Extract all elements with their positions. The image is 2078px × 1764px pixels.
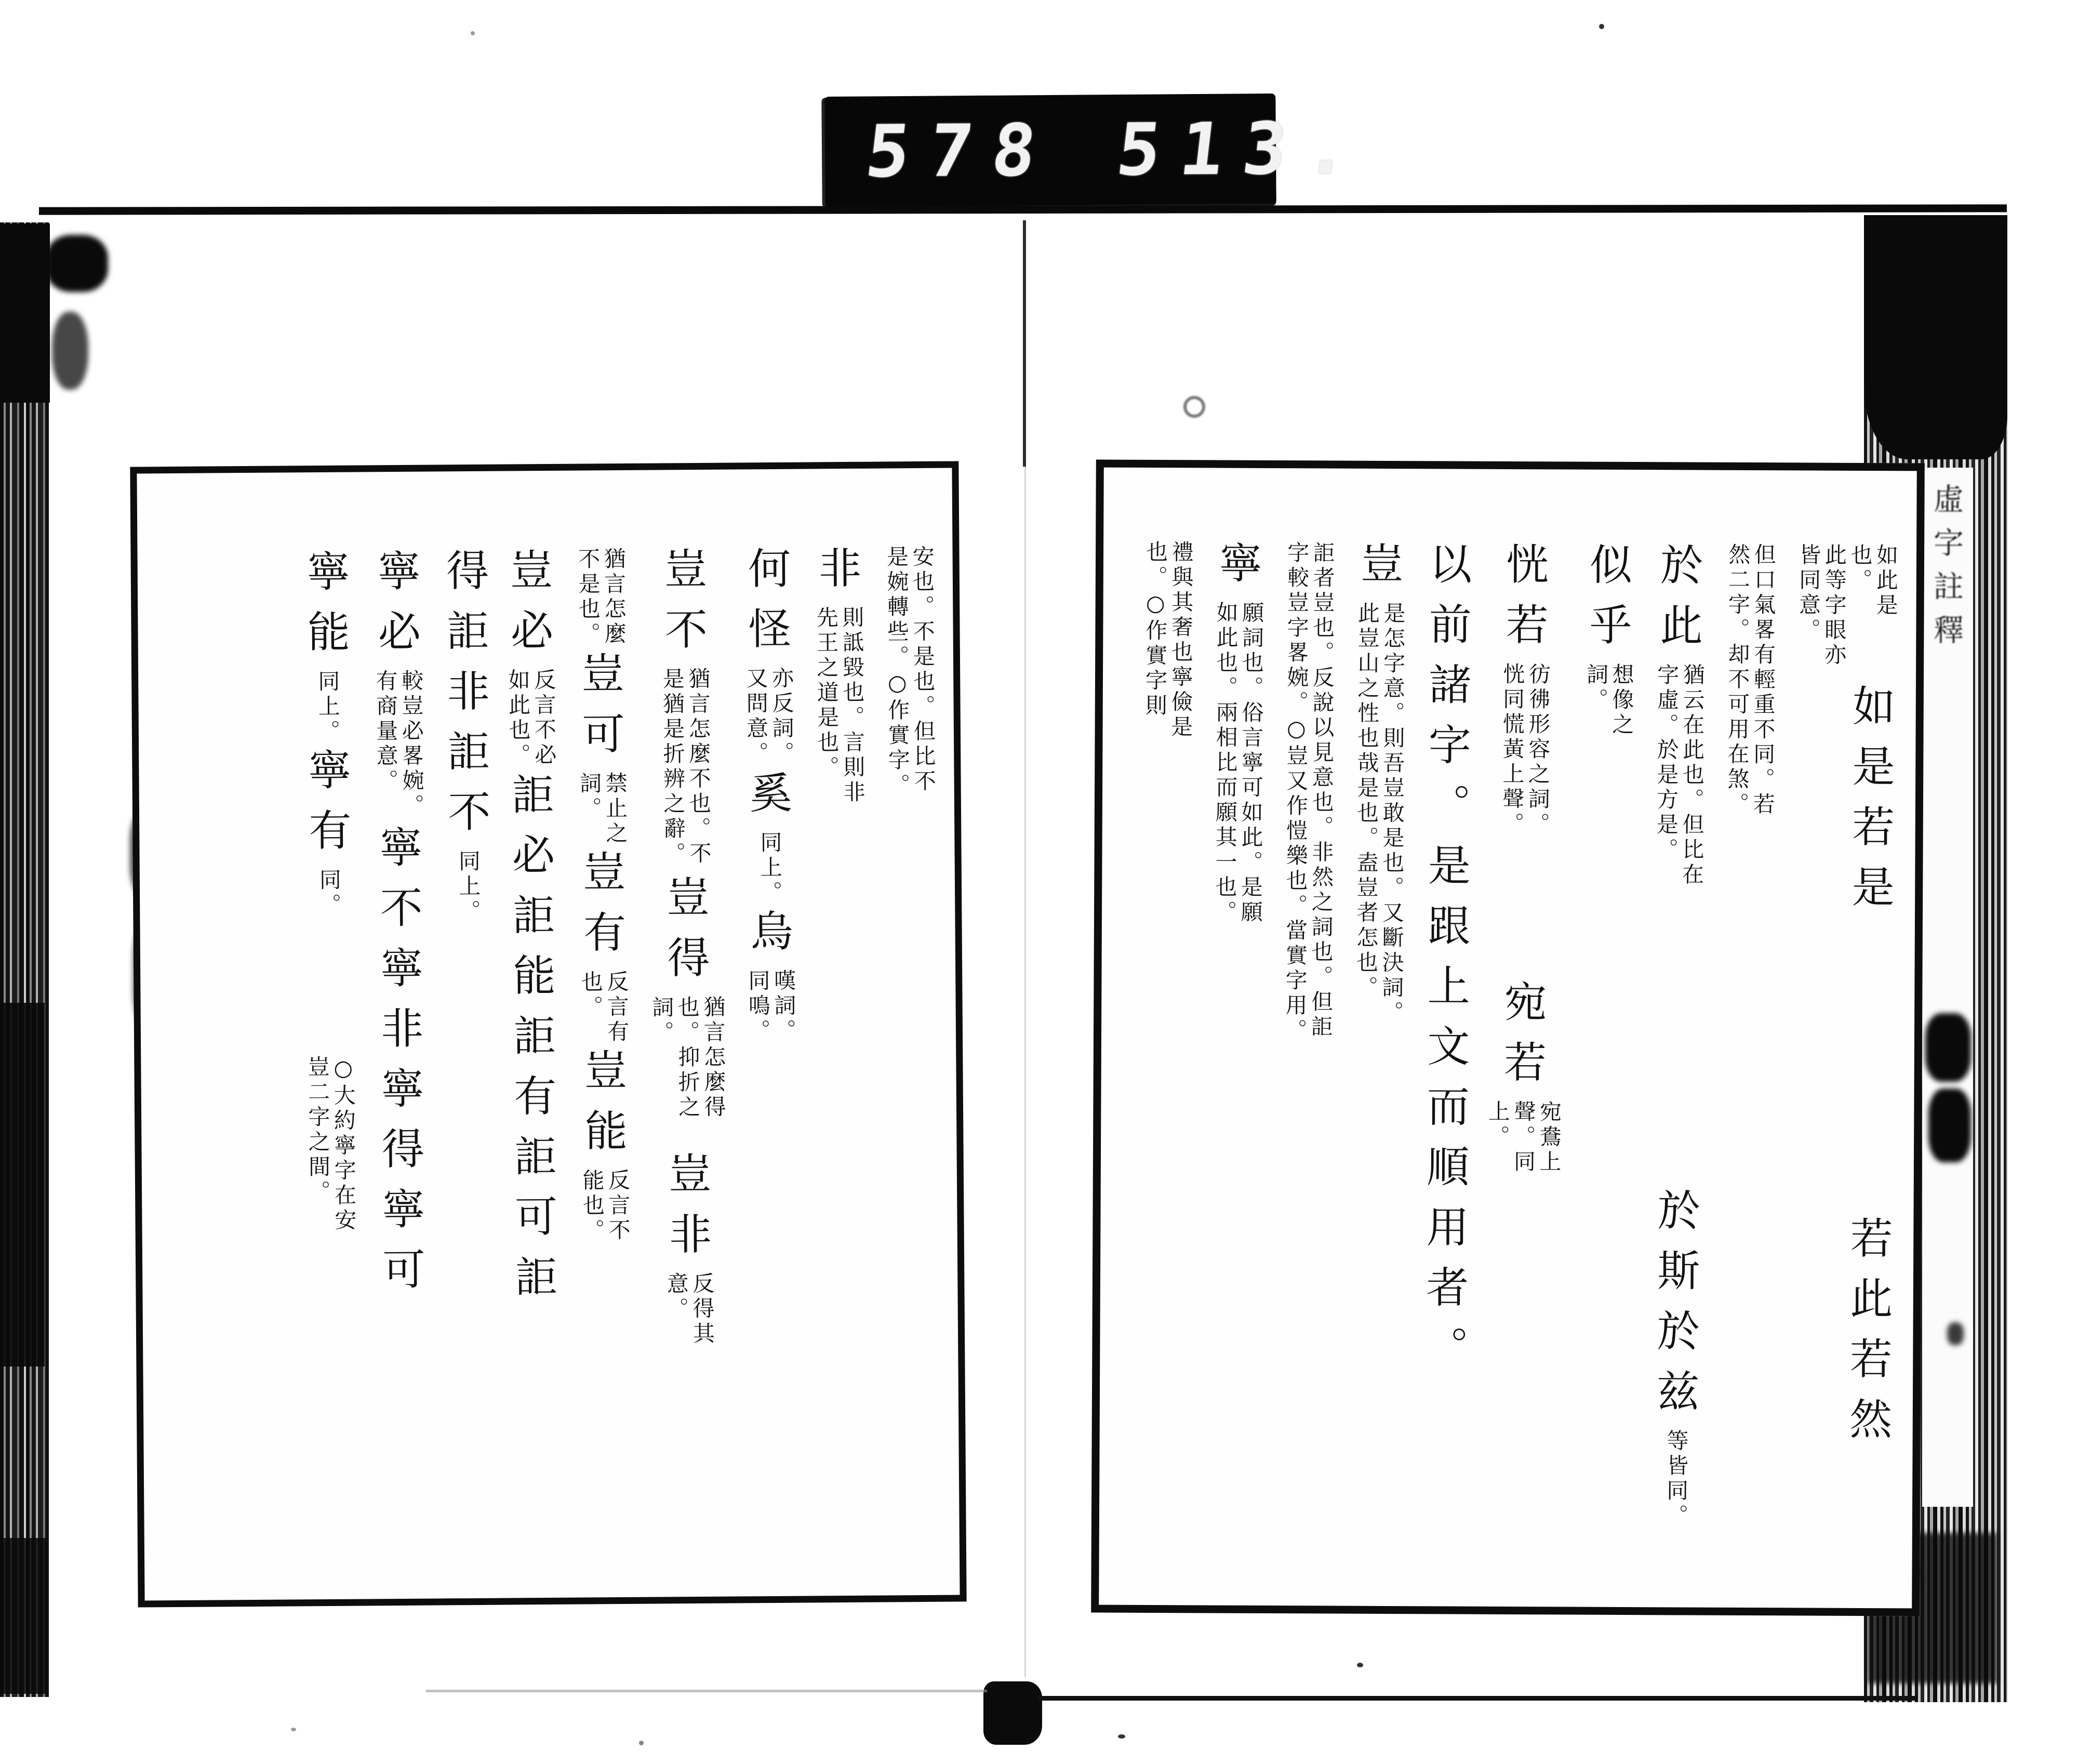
entry-head-word: 豈能 (577, 1047, 628, 1169)
entry-head-word: 若是 (1844, 804, 1895, 925)
entry-head-word: 恍若 (1498, 541, 1549, 663)
entry-head-word: 於兹 (1649, 1308, 1700, 1429)
entry-head-word: 寧可 (375, 1186, 425, 1308)
entry-annotation: 願詞也。俗言寧可如此。是願如此也。兩相比而願其一也。 (1212, 601, 1265, 925)
frame-counter-right: 513. (1112, 106, 1374, 192)
entry-head-word: 豈 (1353, 541, 1404, 602)
entry-annotation: 詎者豈也。反說以見意也。非然之詞也。但詎字較豈字畧婉。○豈又作愷樂也。當實字用。 (1282, 541, 1336, 1044)
entry-head-word: 豈必 (503, 547, 554, 669)
binding-ink-blob (983, 1681, 1042, 1745)
entry-annotation: 反言不必如此也。 (505, 668, 557, 768)
scan-speck (1118, 1734, 1125, 1739)
column-gap (327, 920, 328, 1055)
entry-annotation: 同上。 (455, 849, 482, 925)
text-column (1209, 541, 1265, 1577)
entry-head-word: 烏 (743, 908, 793, 970)
entry-head-word: 豈不 (657, 546, 708, 668)
entry-head-word: 何怪 (741, 546, 791, 667)
entry-head-word: 宛若 (1497, 979, 1547, 1100)
margin-smudge-glyph (1925, 1013, 1971, 1082)
text-column (1280, 541, 1336, 1577)
text-column (1721, 543, 1777, 1579)
scan-ring-mark (1183, 396, 1205, 418)
entry-head-word: 寧不 (372, 825, 423, 946)
entry-head-word: 寧非 (373, 945, 424, 1067)
entry-head-word: 豈可 (574, 651, 625, 772)
entry-annotation: 同。 (316, 868, 342, 919)
entry-annotation: 反言不能也。 (579, 1168, 631, 1244)
entry-annotation: 安也。不是也。但比不是婉轉些。○作實字。 (883, 545, 937, 799)
entry-head-word: 以前諸字。是跟上文而順用者。 (1418, 541, 1472, 1386)
text-column (883, 545, 942, 1567)
column-gap (1870, 621, 1871, 684)
ink-blotch (52, 312, 88, 390)
right-page-text (1099, 468, 1917, 1609)
frame-counter (824, 94, 1374, 207)
book-bottom-edge (1038, 1696, 1917, 1701)
entry-annotation: 等皆同。 (1663, 1429, 1689, 1529)
entry-annotation: 較豈必畧婉。有商量意。 (372, 669, 425, 819)
entry-annotation: 反得其意。 (663, 1271, 716, 1347)
entry-annotation: ○大約寧字在安豈二字之間。 (304, 1055, 357, 1234)
entry-annotation: 但口氣畧有輕重不同。若然二字。却不可用在煞。 (1724, 542, 1777, 818)
entry-annotation: 如此是也。 (1847, 543, 1899, 619)
ink-blotch (46, 235, 108, 292)
entry-head-word: 若此 (1843, 1215, 1893, 1337)
ink-blotch (0, 1003, 45, 1367)
text-column (1418, 541, 1472, 1577)
entry-annotation: 嘆詞。同鳴。 (745, 969, 797, 1044)
center-fold-line (1023, 220, 1026, 467)
entry-head-word: 詎能 (505, 892, 556, 1014)
entry-head-word: 於斯 (1650, 1188, 1700, 1309)
left-page-text (137, 468, 960, 1601)
entry-head-word: 豈非 (661, 1151, 712, 1272)
book-bottom-edge-faint (426, 1690, 987, 1692)
margin-smudge-glyph (1947, 1322, 1964, 1345)
entry-annotation: 同上。 (757, 830, 783, 906)
text-column (1350, 541, 1406, 1577)
scan-speck (639, 1741, 644, 1745)
text-column (1650, 542, 1706, 1579)
margin-smudge-glyph (1928, 1089, 1971, 1162)
entry-annotation: 反言有也。 (578, 970, 630, 1045)
column-gap (1522, 844, 1523, 979)
ink-blotch (1864, 215, 2007, 459)
entry-head-word: 豈有 (576, 849, 627, 971)
ink-blotch (0, 223, 50, 403)
text-column (1791, 543, 1899, 1580)
scan-speck (471, 31, 475, 35)
text-column (742, 546, 801, 1568)
book-top-edge (39, 204, 2007, 215)
entry-annotation: 是怎字意。則吾豈敢是也。又斷決詞。此豈山之性也哉是也。盍豈者怎也。 (1353, 601, 1406, 1026)
text-column (1483, 542, 1564, 1579)
entry-head-word: 詎不 (440, 728, 491, 850)
entry-head-word: 詎有 (506, 1013, 557, 1134)
entry-annotation: 禁止之詞。 (577, 771, 629, 847)
scan-speck (291, 1728, 296, 1731)
entry-head-word: 詎必 (504, 772, 555, 893)
left-page (130, 461, 966, 1607)
entry-head-word: 豈得 (659, 874, 710, 996)
entry-annotation: 禮與其奢也寧儉是也。○作實字則 (1142, 540, 1194, 740)
entry-annotation: 彷彿形容之詞。恍同慌黃上聲。 (1499, 662, 1551, 838)
entry-head-word: 詎可 (507, 1133, 557, 1255)
text-column (371, 549, 430, 1571)
entry-head-word: 非 (811, 545, 862, 606)
entry-head-word: 如是 (1845, 683, 1895, 805)
frame-counter-left: 578 (861, 108, 1060, 194)
right-page (1091, 460, 1925, 1616)
text-column (812, 546, 871, 1568)
entry-annotation: 則詆毀也。言則非先王之道是也。 (813, 605, 866, 806)
margin-title-right: 虛字註釋 (1928, 483, 1964, 658)
entry-annotation: 猶言怎麼不也。不是猶是折辨之辭。 (659, 667, 712, 867)
entry-head-word: 寧必 (370, 548, 421, 670)
entry-annotation: 猶言怎麼得也。抑折之詞。 (649, 995, 727, 1121)
entry-annotation: 宛鴦上聲。同上。 (1485, 1099, 1563, 1175)
center-fold-line-lower (1024, 467, 1026, 1677)
text-column (1138, 540, 1194, 1576)
left-page-stack-edge (0, 222, 49, 1697)
text-column (439, 548, 492, 1570)
column-gap (1675, 897, 1676, 1188)
text-column (1579, 542, 1635, 1579)
ink-blotch (0, 1538, 47, 1694)
entry-head-word: 似乎 (1582, 542, 1632, 664)
entry-head-word: 詎非 (439, 608, 490, 730)
entry-head-word: 於此 (1653, 542, 1703, 664)
scan-speck (1357, 1663, 1363, 1667)
entry-head-word: 若然 (1842, 1336, 1893, 1457)
entry-head-word: 寧得 (374, 1066, 424, 1187)
entry-annotation: 同上。 (315, 669, 341, 745)
column-gap (1868, 925, 1869, 1216)
entry-head-word: 寧能 (300, 549, 350, 670)
entry-head-word: 詎 (508, 1254, 558, 1315)
text-column (504, 548, 563, 1570)
entry-annotation: 想像之詞。 (1583, 662, 1635, 738)
entry-head-word: 得 (439, 548, 489, 609)
text-column (575, 547, 633, 1569)
entry-annotation: 亦反詞。又問意。 (743, 666, 795, 767)
entry-head-word: 寧有 (301, 747, 352, 869)
entry-annotation: 猶言怎麼不是也。 (575, 547, 627, 647)
entry-annotation: 猶云在此也。但比在字虛。於是方是。 (1653, 663, 1706, 888)
entry-head-word: 奚 (742, 770, 793, 831)
scan-speck (1599, 24, 1604, 29)
entry-annotation: 此等字眼亦皆同意。 (1795, 543, 1848, 668)
entry-head-word: 寧 (1212, 540, 1262, 601)
text-column (646, 547, 730, 1569)
text-column (301, 549, 359, 1571)
